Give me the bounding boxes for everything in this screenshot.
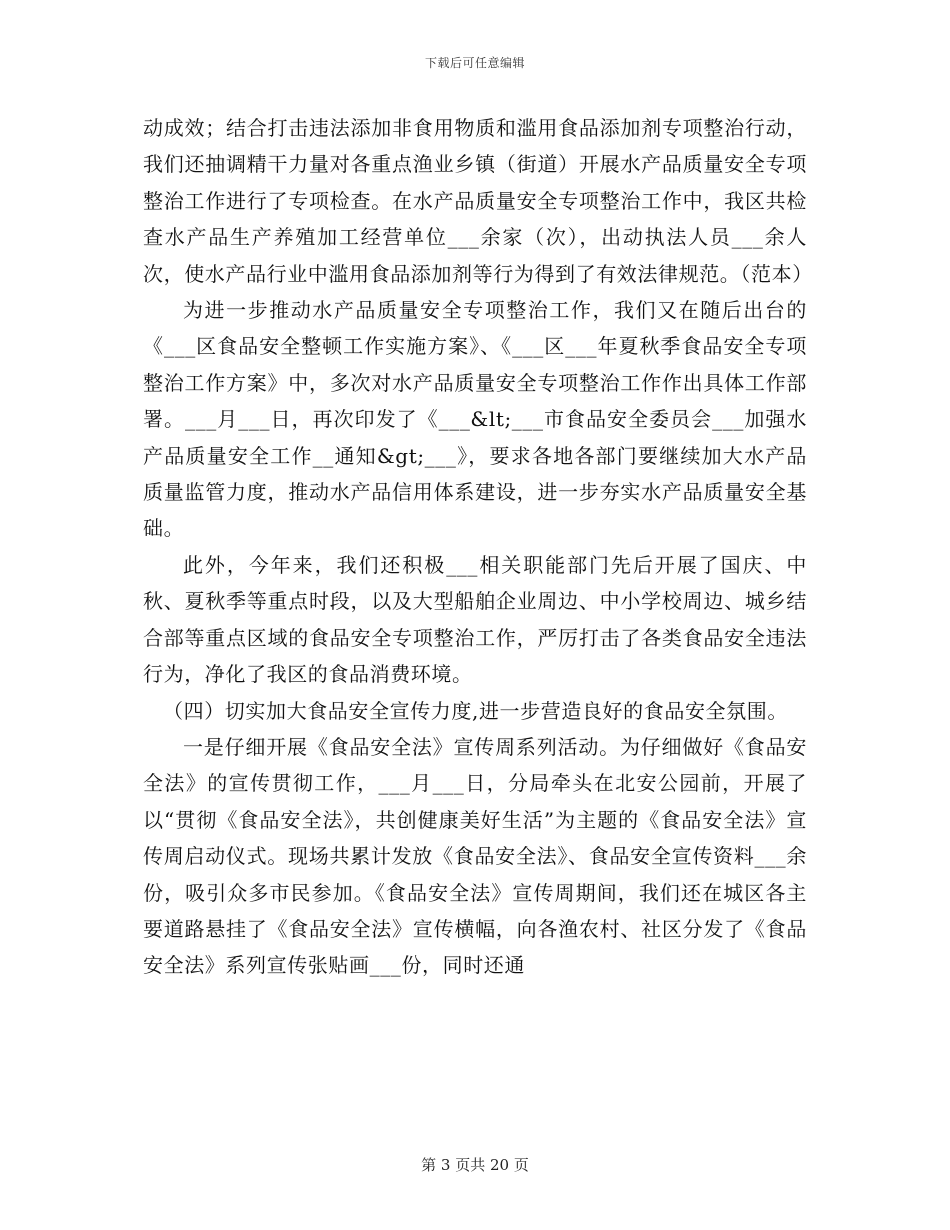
page-header: 下载后可任意编辑 <box>424 56 525 70</box>
paragraph-aquatic-rectification: 为进一步推动水产品质量安全专项整治工作，我们又在随后出台的《___区食品安全整顿工作实施方案》、《___区___年夏秋季食品安全专项整治工作方案》中，多次对水产品质量安全专项整治工作作出具体工作部署。___月___日，再次印发了《___&lt;___市食品安全委员会___加强水产品质量安全工作__通知&gt;___》，要求各地各部门要继续加大水产品质量监管力度，推动水产品信用体系建设，进一步夯实水产品质量安全基础。 <box>143 298 807 541</box>
paragraph-key-period-rectification: 此外，今年来，我们还积极___相关职能部门先后开展了国庆、中秋、夏秋季等重点时段，以及大型船舶企业周边、中小学校周边、城乡结合部等重点区域的食品安全专项整治工作，严厉打击了各类食品安全违法行为，净化了我区的食品消费环境。 <box>143 552 807 687</box>
paragraph-continuation: 动成效；结合打击违法添加非食用物质和滥用食品添加剂专项整治行动，我们还抽调精干力量对各重点渔业乡镇（街道）开展水产品质量安全专项整治工作进行了专项检查。在水产品质量安全专项整治工作中，我区共检查水产品生产养殖加工经营单位___余家（次），出动执法人员___余人次，使水产品行业中滥用食品添加剂等行为得到了有效法律规范。（范本） <box>143 116 813 286</box>
page-number: 第 3 页共 20 页 <box>421 1156 529 1174</box>
section-heading-publicity: （四）切实加大食品安全宣传力度,进一步营造良好的食品安全氛围。 <box>163 698 788 723</box>
document-body <box>143 110 813 984</box>
paragraph-publicity-week: 一是仔细开展《食品安全法》宣传周系列活动。为仔细做好《食品安全法》的宣传贯彻工作，___月___日，分局牵头在北安公园前，开展了以“贯彻《食品安全法》，共创健康美好生活”为主题的《食品安全法》宣传周启动仪式。现场共累计发放《食品安全法》、食品安全宣传资料___余份，吸引众多市民参加。《食品安全法》宣传周期间，我们还在城区各主要道路悬挂了《食品安全法》宣传横幅，向各渔农村、社区分发了《食品安全法》系列宣传张贴画___份，同时还通 <box>143 734 807 978</box>
